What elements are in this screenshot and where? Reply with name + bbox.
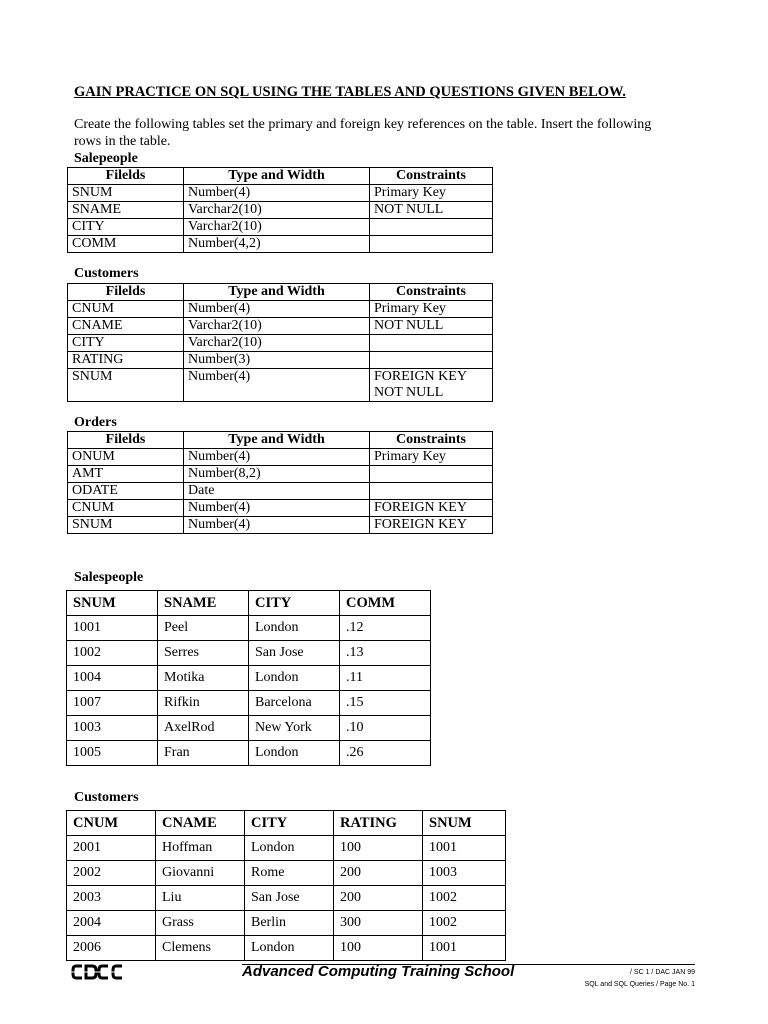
table-cell: Serres [158, 641, 249, 666]
column-header: Filelds [68, 168, 184, 185]
table-cell: 100 [334, 936, 423, 961]
data-caption-salespeople: Salespeople [74, 570, 144, 585]
column-header: COMM [340, 591, 431, 616]
table-row [68, 335, 493, 352]
table-row [68, 202, 493, 219]
field-name: RATING [68, 352, 184, 369]
table-row [68, 352, 493, 369]
table-cell: Motika [158, 666, 249, 691]
column-header: RATING [334, 811, 423, 836]
table-cell: AxelRod [158, 716, 249, 741]
table-cell: Hoffman [156, 836, 245, 861]
data-caption-customers: Customers [74, 790, 139, 805]
field-constraint [370, 219, 493, 236]
field-type: Number(4) [184, 185, 370, 202]
table-cell: London [245, 936, 334, 961]
field-type: Varchar2(10) [184, 202, 370, 219]
field-type: Number(8,2) [184, 466, 370, 483]
table-cell: .12 [340, 616, 431, 641]
intro-text: Create the following tables set the primary and foreign key references on the table. Insert the following rows in the table. [74, 117, 652, 149]
column-header: CITY [249, 591, 340, 616]
table-row [68, 219, 493, 236]
table-cell: Grass [156, 911, 245, 936]
table-cell: 2006 [67, 936, 156, 961]
table-cell: .11 [340, 666, 431, 691]
field-constraint [370, 483, 493, 500]
table-cell: 1001 [423, 836, 506, 861]
table-cell: London [249, 616, 340, 641]
column-header: SNUM [67, 591, 158, 616]
table-cell: 1003 [423, 861, 506, 886]
field-name: SNUM [68, 369, 184, 402]
table-row [67, 716, 431, 741]
cdcc-logo [70, 962, 126, 982]
table-cell: 1005 [67, 741, 158, 766]
table-cell: Rome [245, 861, 334, 886]
table-row [68, 500, 493, 517]
table-cell: Peel [158, 616, 249, 641]
table-row [67, 641, 431, 666]
field-type: Number(4) [184, 500, 370, 517]
document-ref: / SC 1 / DAC JAN 99 [630, 969, 695, 976]
field-type: Number(3) [184, 352, 370, 369]
table-cell: 1002 [67, 641, 158, 666]
table-cell: 1004 [67, 666, 158, 691]
schema-caption-customers: Customers [74, 266, 139, 281]
table-cell: .15 [340, 691, 431, 716]
field-type: Number(4) [184, 369, 370, 402]
field-constraint: Primary Key [370, 449, 493, 466]
table-cell: 2002 [67, 861, 156, 886]
field-constraint: Primary Key [370, 185, 493, 202]
table-cell: Fran [158, 741, 249, 766]
table-cell: 1002 [423, 886, 506, 911]
table-row [68, 236, 493, 253]
table-row [68, 185, 493, 202]
field-name: AMT [68, 466, 184, 483]
field-name: COMM [68, 236, 184, 253]
field-name: CNAME [68, 318, 184, 335]
field-constraint [370, 236, 493, 253]
school-name: Advanced Computing Training School [242, 963, 515, 980]
field-type: Varchar2(10) [184, 219, 370, 236]
data-table-customers [66, 810, 506, 961]
schema-caption-orders: Orders [74, 415, 117, 430]
table-cell: 200 [334, 886, 423, 911]
field-constraint: FOREIGN KEY NOT NULL [370, 369, 493, 402]
table-row [68, 466, 493, 483]
table-cell: San Jose [249, 641, 340, 666]
table-row [67, 911, 506, 936]
table-cell: 1002 [423, 911, 506, 936]
column-header: CNUM [67, 811, 156, 836]
table-row [67, 691, 431, 716]
field-constraint: NOT NULL [370, 318, 493, 335]
table-cell: London [249, 666, 340, 691]
schema-table-salepeople [67, 167, 493, 253]
column-header: Constraints [370, 168, 493, 185]
field-type: Varchar2(10) [184, 318, 370, 335]
field-constraint: FOREIGN KEY [370, 500, 493, 517]
table-row [68, 369, 493, 402]
field-name: ODATE [68, 483, 184, 500]
column-header: SNUM [423, 811, 506, 836]
field-name: SNUM [68, 185, 184, 202]
table-cell: Liu [156, 886, 245, 911]
page-number: SQL and SQL Queries / Page No. 1 [584, 981, 695, 988]
schema-table-orders [67, 431, 493, 534]
field-name: CITY [68, 219, 184, 236]
table-row [67, 616, 431, 641]
table-cell: .26 [340, 741, 431, 766]
table-cell: Clemens [156, 936, 245, 961]
table-row [68, 483, 493, 500]
table-row [67, 936, 506, 961]
field-constraint [370, 335, 493, 352]
field-name: CNUM [68, 301, 184, 318]
table-row [67, 836, 506, 861]
table-row [67, 666, 431, 691]
column-header: Type and Width [184, 168, 370, 185]
column-header: Filelds [68, 432, 184, 449]
table-cell: 300 [334, 911, 423, 936]
schema-table-customers [67, 283, 493, 402]
table-cell: 2001 [67, 836, 156, 861]
column-header: Filelds [68, 284, 184, 301]
field-constraint: FOREIGN KEY [370, 517, 493, 534]
table-row [67, 886, 506, 911]
table-row [68, 517, 493, 534]
column-header: Constraints [370, 432, 493, 449]
table-cell: 1003 [67, 716, 158, 741]
field-name: SNUM [68, 517, 184, 534]
table-cell: London [245, 836, 334, 861]
data-table-salespeople [66, 590, 431, 766]
column-header: Constraints [370, 284, 493, 301]
table-cell: New York [249, 716, 340, 741]
table-cell: Giovanni [156, 861, 245, 886]
table-cell: 2003 [67, 886, 156, 911]
column-header: CITY [245, 811, 334, 836]
table-cell: 1007 [67, 691, 158, 716]
table-cell: Berlin [245, 911, 334, 936]
field-name: CITY [68, 335, 184, 352]
table-row [68, 449, 493, 466]
field-type: Number(4) [184, 517, 370, 534]
table-row [67, 741, 431, 766]
field-name: CNUM [68, 500, 184, 517]
column-header: SNAME [158, 591, 249, 616]
table-cell: 2004 [67, 911, 156, 936]
table-cell: 1001 [423, 936, 506, 961]
table-cell: 100 [334, 836, 423, 861]
field-type: Varchar2(10) [184, 335, 370, 352]
field-name: SNAME [68, 202, 184, 219]
column-header: Type and Width [184, 284, 370, 301]
field-type: Date [184, 483, 370, 500]
field-constraint [370, 466, 493, 483]
field-type: Number(4) [184, 449, 370, 466]
table-cell: .10 [340, 716, 431, 741]
field-constraint: NOT NULL [370, 202, 493, 219]
table-cell: San Jose [245, 886, 334, 911]
table-cell: .13 [340, 641, 431, 666]
field-type: Number(4,2) [184, 236, 370, 253]
table-cell: London [249, 741, 340, 766]
field-type: Number(4) [184, 301, 370, 318]
table-cell: 1001 [67, 616, 158, 641]
field-constraint: Primary Key [370, 301, 493, 318]
table-cell: 200 [334, 861, 423, 886]
column-header: Type and Width [184, 432, 370, 449]
schema-caption-salepeople: Salepeople [74, 151, 138, 166]
table-row [68, 318, 493, 335]
table-cell: Barcelona [249, 691, 340, 716]
table-cell: Rifkin [158, 691, 249, 716]
column-header: CNAME [156, 811, 245, 836]
table-row [68, 301, 493, 318]
page-title: GAIN PRACTICE ON SQL USING THE TABLES AND QUESTIONS GIVEN BELOW. [74, 84, 626, 100]
field-name: ONUM [68, 449, 184, 466]
field-constraint [370, 352, 493, 369]
table-row [67, 861, 506, 886]
